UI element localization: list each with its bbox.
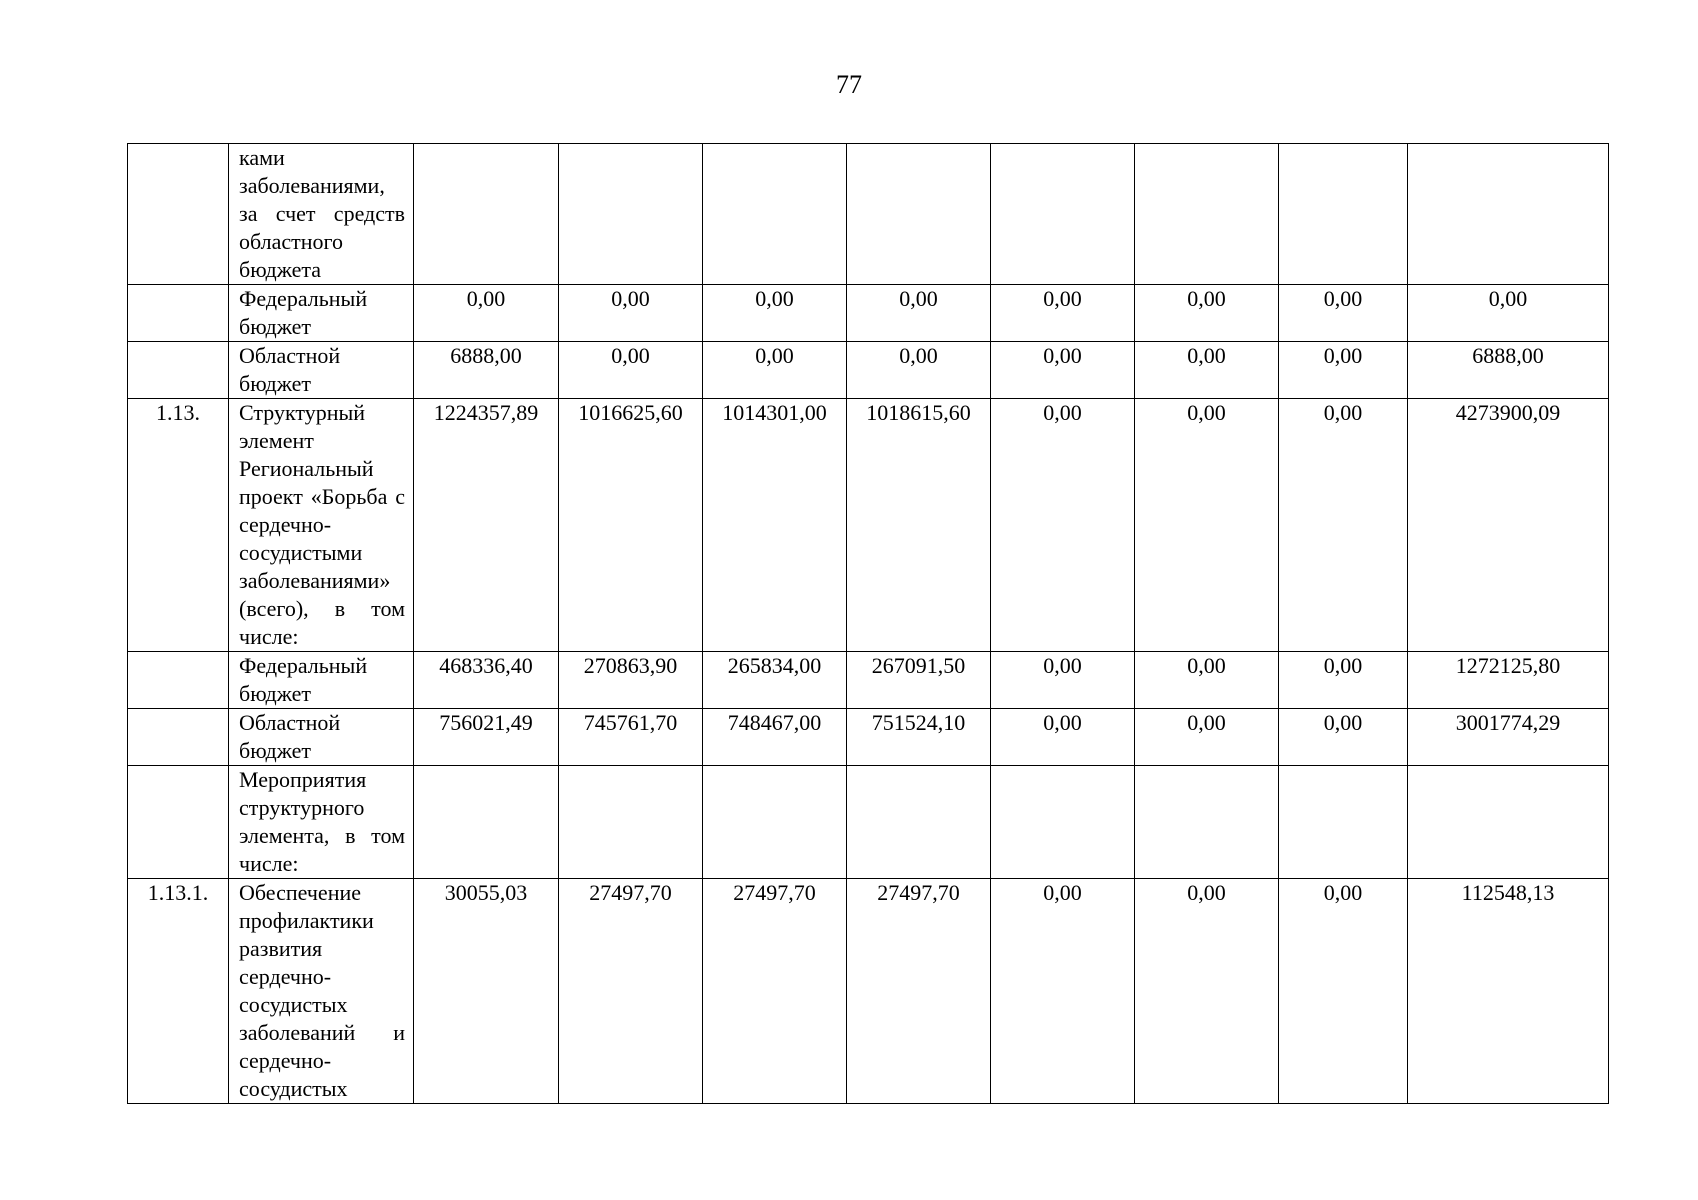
row-number [128,144,229,285]
value-cell [703,766,847,879]
row-name [229,144,414,285]
value-cell: 27497,70 [703,879,847,1104]
value-cell: 6888,00 [414,342,559,399]
row-name [229,766,414,879]
value-cell: 112548,13 [1408,879,1609,1104]
row-name [229,399,414,652]
value-cell: 0,00 [1135,399,1279,652]
value-cell: 0,00 [1135,879,1279,1104]
table-row [128,709,1609,766]
value-cell [559,766,703,879]
table-row [128,652,1609,709]
value-cell [991,144,1135,285]
value-cell [1408,144,1609,285]
table-row [128,879,1609,1104]
value-cell: 0,00 [1279,285,1408,342]
value-cell: 27497,70 [847,879,991,1104]
value-cell: 0,00 [991,285,1135,342]
value-cell [703,144,847,285]
value-cell: 1014301,00 [703,399,847,652]
table-row [128,766,1609,879]
row-name-text: Областной бюджет [239,343,341,396]
row-number [128,709,229,766]
value-cell: 1224357,89 [414,399,559,652]
value-cell [1279,144,1408,285]
value-cell: 6888,00 [1408,342,1609,399]
value-cell: 0,00 [1279,709,1408,766]
value-cell: 0,00 [991,879,1135,1104]
value-cell: 0,00 [847,285,991,342]
value-cell: 1272125,80 [1408,652,1609,709]
budget-table [127,143,1609,1104]
row-name-text: Федеральный бюджет [239,653,368,706]
value-cell: 0,00 [1279,879,1408,1104]
row-number [128,652,229,709]
value-cell: 0,00 [1135,285,1279,342]
row-name-text: Областной бюджет [239,710,341,763]
value-cell: 0,00 [559,342,703,399]
value-cell: 0,00 [414,285,559,342]
table-row [128,285,1609,342]
value-cell [991,766,1135,879]
value-cell: 0,00 [1135,709,1279,766]
value-cell: 0,00 [847,342,991,399]
row-name-text: ками заболеваниями, за счет средств областного бюджета [239,145,405,282]
value-cell: 745761,70 [559,709,703,766]
row-name [229,285,414,342]
value-cell: 0,00 [1408,285,1609,342]
value-cell: 0,00 [1279,342,1408,399]
value-cell: 0,00 [991,399,1135,652]
value-cell: 0,00 [1135,342,1279,399]
value-cell: 0,00 [1279,399,1408,652]
value-cell [1135,766,1279,879]
row-name-text: Мероприятия структурного элемента, в том числе: [239,767,405,876]
row-name [229,342,414,399]
value-cell: 3001774,29 [1408,709,1609,766]
value-cell: 0,00 [559,285,703,342]
row-name [229,652,414,709]
value-cell: 0,00 [991,652,1135,709]
value-cell: 0,00 [1135,652,1279,709]
row-number: 1.13. [128,399,229,652]
value-cell: 0,00 [703,285,847,342]
value-cell: 270863,90 [559,652,703,709]
page-number: 77 [836,70,862,99]
value-cell: 756021,49 [414,709,559,766]
value-cell: 748467,00 [703,709,847,766]
value-cell [847,144,991,285]
row-name-text: Структурный элемент Региональный проект «Борьба с сердечно-сосудистыми заболеваниями» (всего), в том числе: [239,400,405,649]
row-name [229,879,414,1104]
row-name-text: Федеральный бюджет [239,286,368,339]
table-row [128,144,1609,285]
row-name-text: Обеспечение профилактики развития сердечно-сосудистых заболеваний и сердечно-сосудистых [239,880,405,1101]
value-cell [414,144,559,285]
value-cell: 468336,40 [414,652,559,709]
value-cell [1135,144,1279,285]
value-cell: 0,00 [1279,652,1408,709]
row-number [128,766,229,879]
value-cell: 27497,70 [559,879,703,1104]
value-cell: 4273900,09 [1408,399,1609,652]
value-cell [1408,766,1609,879]
table-row [128,399,1609,652]
value-cell: 0,00 [991,709,1135,766]
row-number [128,342,229,399]
value-cell: 1016625,60 [559,399,703,652]
value-cell: 0,00 [703,342,847,399]
value-cell: 30055,03 [414,879,559,1104]
value-cell [1279,766,1408,879]
value-cell [559,144,703,285]
value-cell: 265834,00 [703,652,847,709]
value-cell: 0,00 [991,342,1135,399]
value-cell [414,766,559,879]
value-cell: 751524,10 [847,709,991,766]
value-cell: 267091,50 [847,652,991,709]
table-row [128,342,1609,399]
value-cell: 1018615,60 [847,399,991,652]
row-number [128,285,229,342]
row-name [229,709,414,766]
row-number: 1.13.1. [128,879,229,1104]
value-cell [847,766,991,879]
